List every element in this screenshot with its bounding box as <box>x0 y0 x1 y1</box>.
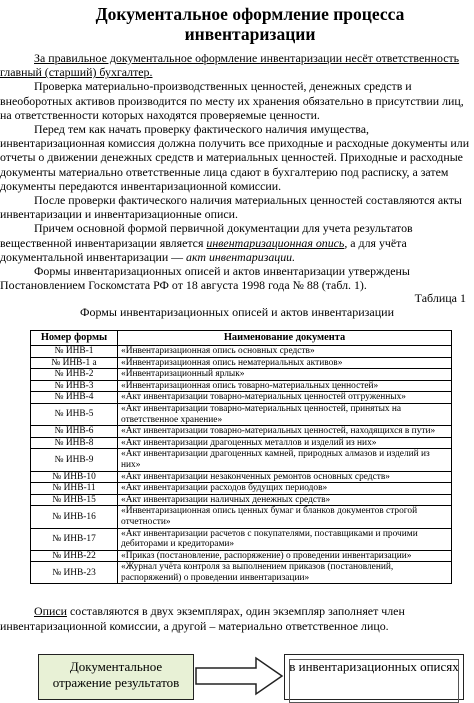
table-row <box>31 528 452 550</box>
table-row <box>31 506 452 528</box>
flow-box-inventory-lists <box>284 654 464 700</box>
document-name-cell: «Инвентаризационная опись товарно-материальных ценностей» <box>118 380 452 392</box>
primary-docs-text-a: Причем основной формой первичной документации для учета результатов вещественной инвентаризации является <box>0 221 413 250</box>
table-header-row <box>31 331 452 346</box>
form-number-cell: № ИНВ-11 <box>31 483 118 495</box>
footer-text <box>0 604 470 633</box>
flow-box-inventory-lists-label: в инвентаризационных описях <box>289 659 459 674</box>
document-name-cell: «Акт инвентаризации драгоценных металлов и изделий из них» <box>118 437 452 449</box>
table-row <box>31 562 452 584</box>
table-row <box>31 449 452 471</box>
document-name-cell: «Акт инвентаризации расчетов с покупателями, поставщиками и прочими дебиторами и кредиторами» <box>118 528 452 550</box>
paragraph-forms: Формы инвентаризационных описей и актов инвентаризации утверждены Постановлением Госкомстата РФ от 18 августа 1998 года № 88 (табл. 1). <box>0 264 410 293</box>
document-name-cell: «Акт инвентаризации незаконченных ремонтов основных средств» <box>118 471 452 483</box>
table-row <box>31 471 452 483</box>
paragraph-before-check: Перед тем как начать проверку фактического наличия имущества, инвентаризационная комиссия должна получить все приходные и расходные документы или отчеты о движении денежных средств и материальных ценностей. Приходные и расходные документы материально ответственные лица сдают в бухгалтерию под расписку, а затем документы передаются инвентаризационной комиссии. <box>0 122 470 193</box>
inventory-act-term: акт инвентаризации. <box>186 249 296 264</box>
document-title: Документальное оформление процесса инвентаризации <box>95 4 405 44</box>
table-row <box>31 357 452 369</box>
document-name-cell: «Инвентаризационная опись ценных бумаг и бланков документов строгой отчетности» <box>118 506 452 528</box>
paragraph-copies <box>0 604 470 633</box>
document-name-cell: «Акт инвентаризации наличных денежных средств» <box>118 494 452 506</box>
form-number-cell: № ИНВ-4 <box>31 392 118 404</box>
paragraph-responsibility <box>0 51 470 79</box>
form-number-cell: № ИНВ-1 <box>31 346 118 358</box>
paragraph-primary-docs <box>0 221 470 264</box>
document-name-cell: «Инвентаризационная опись основных средств» <box>118 346 452 358</box>
table-row <box>31 369 452 381</box>
form-number-cell: № ИНВ-3 <box>31 380 118 392</box>
table-caption: Формы инвентаризационных описей и актов инвентаризации <box>80 305 394 319</box>
body-text <box>0 51 470 292</box>
document-name-cell: «Инвентаризационный ярлык» <box>118 369 452 381</box>
header-form-number: Номер формы <box>31 331 118 346</box>
form-number-cell: № ИНВ-1 а <box>31 357 118 369</box>
form-number-cell: № ИНВ-16 <box>31 506 118 528</box>
header-document-name: Наименование документа <box>118 331 452 346</box>
primary-docs-text-b: , а для учёта документальной инвентаризации — <box>0 235 407 264</box>
table-row <box>31 437 452 449</box>
document-name-cell: «Акт инвентаризации расходов будущих периодов» <box>118 483 452 495</box>
right-arrow-icon <box>194 656 286 696</box>
opisi-term: Описи <box>34 604 67 618</box>
responsibility-underlined-text: За правильное документальное оформление инвентаризации несёт ответственность главный (старший) бухгалтер. <box>0 51 460 80</box>
table-row <box>31 380 452 392</box>
form-number-cell: № ИНВ-9 <box>31 449 118 471</box>
document-name-cell: «Инвентаризационная опись нематериальных активов» <box>118 357 452 369</box>
table-body <box>31 346 452 584</box>
form-number-cell: № ИНВ-17 <box>31 528 118 550</box>
table-row <box>31 392 452 404</box>
document-name-cell: «Акт инвентаризации товарно-материальных ценностей, принятых на ответственное хранение» <box>118 403 452 425</box>
document-name-cell: «Акт инвентаризации товарно-материальных ценностей, находящихся в пути» <box>118 426 452 438</box>
document-name-cell: «Акт инвентаризации драгоценных камней, природных алмазов и изделий из них» <box>118 449 452 471</box>
table-number: Таблица 1 <box>414 291 466 305</box>
table-row <box>31 483 452 495</box>
form-number-cell: № ИНВ-15 <box>31 494 118 506</box>
form-number-cell: № ИНВ-8 <box>31 437 118 449</box>
document-name-cell: «Журнал учёта контроля за выполнением приказов (постановлений, распоряжений) о проведении инвентаризации» <box>118 562 452 584</box>
table-row <box>31 494 452 506</box>
form-number-cell: № ИНВ-22 <box>31 550 118 562</box>
form-number-cell: № ИНВ-5 <box>31 403 118 425</box>
paragraph-check: Проверка материально-производственных ценностей, денежных средств и внеоборотных активов производится по месту их хранения обязательно в присутствии лиц, на ответственности которых находятся проверяемые ценности. <box>0 79 464 122</box>
document-name-cell: «Акт инвентаризации товарно-материальных ценностей отгруженных» <box>118 392 452 404</box>
table-row <box>31 426 452 438</box>
document-name-cell: «Приказ (постановление, распоряжение) о проведении инвентаризации» <box>118 550 452 562</box>
paragraph-after-check: После проверки фактического наличия материальных ценностей составляются акты инвентаризации и инвентаризационные описи. <box>0 193 462 222</box>
flow-box-inner-frame <box>289 659 459 703</box>
inventory-list-term: инвентаризационная опись <box>206 235 345 250</box>
table-row <box>31 346 452 358</box>
form-number-cell: № ИНВ-10 <box>31 471 118 483</box>
flow-box-documentary: Документальное отражение результатов <box>38 654 194 700</box>
form-number-cell: № ИНВ-23 <box>31 562 118 584</box>
form-number-cell: № ИНВ-2 <box>31 369 118 381</box>
forms-table <box>30 330 452 584</box>
form-number-cell: № ИНВ-6 <box>31 426 118 438</box>
copies-text: составляются в двух экземплярах, один экземпляр заполняет член инвентаризационной комиссии, а другой – материально ответственное лицо. <box>0 604 405 633</box>
table-row <box>31 403 452 425</box>
table-row <box>31 550 452 562</box>
